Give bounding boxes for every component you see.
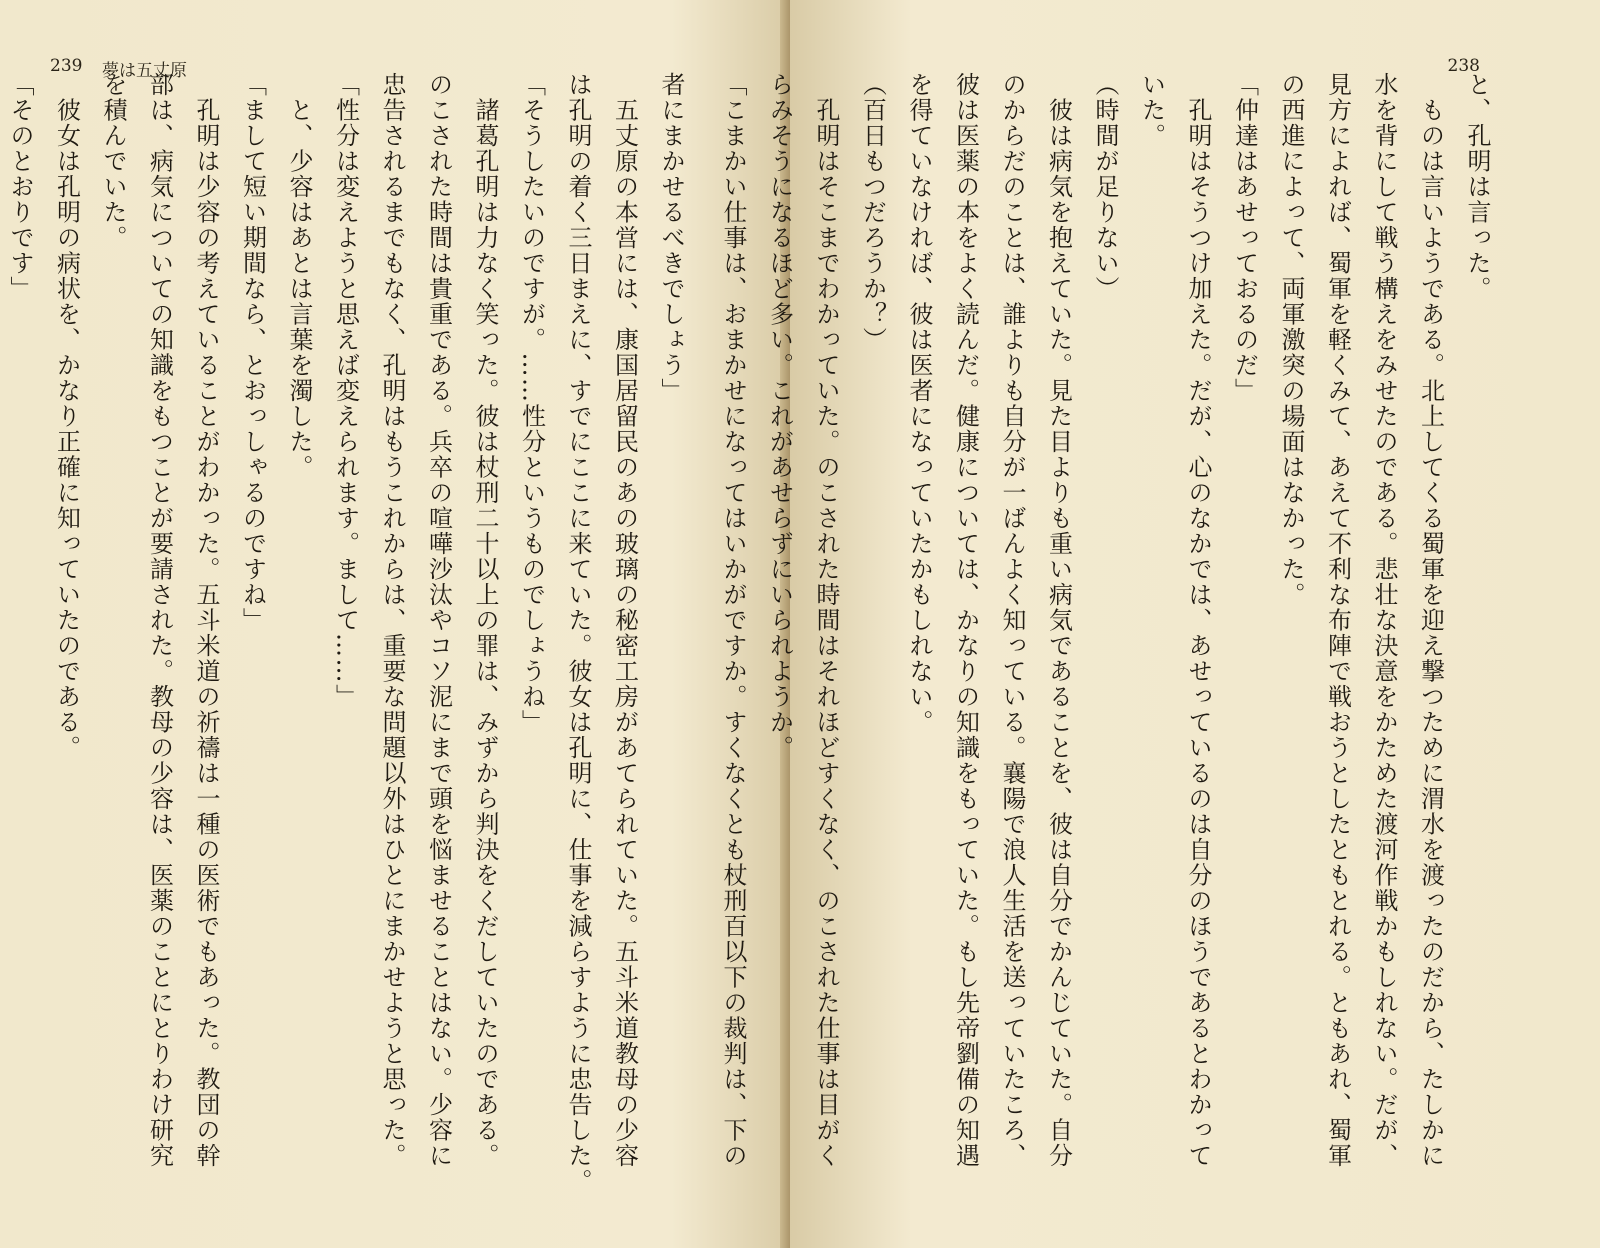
- text-line: 水を背にして戦う構えをみせたのである。悲壮な決意をかためた渡河作戦かもしれない。だが、: [1370, 72, 1398, 1169]
- text-line: 部は、病気についての知識をもつことが要請された。教母の少容は、医薬のことにとりわけ研究: [145, 72, 174, 1169]
- left-page-number: 239: [50, 56, 83, 76]
- text-line: と、少容はあとは言葉を濁した。: [285, 72, 313, 480]
- text-line: を積んでいた。: [99, 72, 127, 251]
- right-body-text: [719, 72, 1500, 1192]
- text-line: は孔明の着く三日まえに、すでにここに来ていた。彼女は孔明に、仕事を減らすように忠告した。: [564, 72, 592, 1194]
- right-page-number: 238: [1447, 56, 1480, 76]
- text-line: 「そうしたいのですが。……性分というものでしょうね」: [517, 72, 546, 735]
- right-page: [719, 0, 1600, 1248]
- text-line: 孔明は少容の考えていることがわかった。五斗米道の祈禱は一種の医術でもあった。教団の幹: [192, 72, 220, 1169]
- text-line: を得ていなければ、彼は医者になっていたかもしれない。: [905, 72, 933, 735]
- text-line: らみそうになるほど多い。これがあせらずにいられようか。: [765, 72, 794, 761]
- text-line: 孔明はそこまでわかっていた。のこされた時間はそれほどすくなく、のこされた仕事は目がく: [812, 72, 840, 1169]
- text-line: のからだのことは、誰よりも自分が一ばんよく知っている。襄陽で浪人生活を送っていたころ、: [998, 72, 1026, 1169]
- text-line: 「性分は変えようと思えば変えられます。まして……」: [331, 72, 360, 710]
- text-line: 彼女は孔明の病状を、かなり正確に知っていたのである。: [52, 72, 81, 761]
- text-line: 者にまかせるべきでしょう」: [657, 72, 685, 404]
- text-line: 「仲達はあせっておるのだ」: [1230, 72, 1259, 404]
- text-line: 彼は医薬の本をよく読んだ。健康については、かなりの知識をもっていた。もし先帝劉備の知遇: [951, 72, 980, 1169]
- text-line: 「まして短い期間なら、とおっしゃるのですね」: [238, 72, 267, 633]
- text-line: 諸葛孔明は力なく笑った。彼は杖刑二十以上の罪は、みずから判決をくだしていたのである。: [471, 72, 499, 1169]
- text-line: ものは言いようである。北上してくる蜀軍を迎え撃つために渭水を渡ったのだから、たしかに: [1416, 72, 1445, 1169]
- left-page: [0, 0, 790, 1248]
- text-line: 見方によれば、蜀軍を軽くみて、あえて不利な布陣で戦おうとしたともとれる。ともあれ、蜀軍: [1323, 72, 1352, 1169]
- text-line: 忠告されるまでもなく、孔明はもうこれからは、重要な問題以外はひとにまかせようと思った。: [378, 72, 406, 1169]
- text-line: 「そのとおりです」: [6, 72, 34, 302]
- text-line: 五丈原の本営には、康国居留民のあの玻璃の秘密工房があてられていた。五斗米道教母の少容: [610, 72, 639, 1169]
- text-line: 彼は病気を抱えていた。見た目よりも重い病気であることを、彼は自分でかんじていた。自分: [1044, 72, 1073, 1169]
- text-line: と、孔明は言った。: [1463, 72, 1491, 302]
- text-line: 孔明はそうつけ加えた。だが、心のなかでは、あせっているのは自分のほうであるとわかって: [1184, 72, 1212, 1169]
- text-line: （百日もつだろうか？）: [858, 72, 887, 353]
- text-line: （時間が足りない）: [1091, 72, 1119, 302]
- text-line: 「こまかい仕事は、おまかせになってはいかがですか。すくなくとも杖刑百以下の裁判は、下の: [719, 72, 747, 1169]
- text-line: の西進によって、両軍激突の場面はなかった。: [1277, 72, 1305, 608]
- text-line: いた。: [1137, 72, 1166, 149]
- left-body-text: [6, 72, 694, 1194]
- text-line: のこされた時間は貴重である。兵卒の喧嘩沙汰やコソ泥にまで頭を悩ませることはない。少容に: [424, 72, 453, 1169]
- chapter-title: 夢は五丈原: [102, 61, 187, 81]
